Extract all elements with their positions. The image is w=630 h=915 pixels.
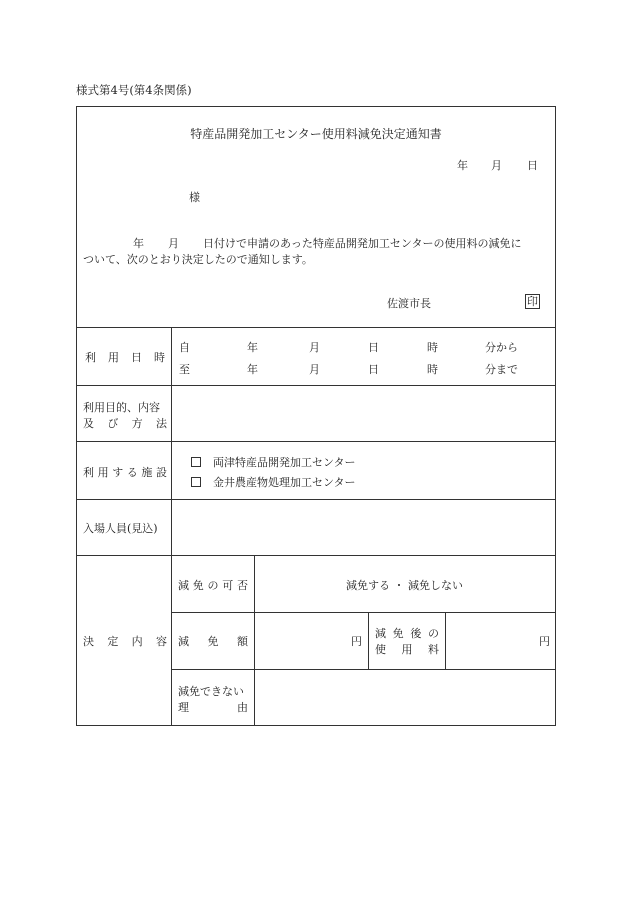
approval-options[interactable]: 減免する ・ 減免しない: [346, 579, 463, 592]
label-char: 法: [155, 417, 167, 430]
label-char: 減: [375, 627, 386, 640]
column-divider: [445, 612, 446, 669]
label-char: 方: [131, 417, 143, 430]
label-char: 後: [410, 627, 422, 640]
body-year: 年: [133, 237, 144, 250]
label-char: 決: [83, 635, 94, 648]
label-char: 理: [178, 701, 189, 714]
label-char: 可: [222, 579, 234, 592]
from-year: 年: [247, 341, 258, 354]
from-hour: 時: [427, 341, 438, 354]
addressee-suffix: 様: [189, 191, 200, 204]
column-divider: [171, 327, 172, 725]
to-month: 月: [309, 363, 320, 376]
seal-mark: 印: [527, 295, 538, 308]
body-text-line2: ついて、次のとおり決定したので通知します。: [83, 253, 313, 266]
label-char: る: [126, 466, 138, 479]
usage-datetime-label: [85, 349, 165, 365]
divider: [77, 499, 555, 500]
label-char: 由: [237, 701, 248, 714]
body-text-line1: 日付けで申請のあった特産品開発加工センターの使用料の減免に: [203, 237, 522, 250]
label-char: 用: [108, 351, 119, 364]
to-hour: 時: [427, 363, 438, 376]
column-divider: [368, 612, 369, 669]
label-char: 利: [83, 466, 94, 479]
attendees-field[interactable]: [177, 503, 547, 551]
label-char: 減: [178, 579, 189, 592]
purpose-field[interactable]: [177, 389, 547, 437]
after-fee-label-line2: [375, 641, 439, 657]
issuer-name: 佐渡市長: [387, 297, 431, 310]
to-day: 日: [368, 363, 379, 376]
date-month: 月: [491, 159, 502, 172]
notice-form: [76, 106, 556, 726]
approval-label: [178, 577, 248, 593]
attendees-label: 入場人員(見込): [83, 522, 158, 535]
divider: [77, 385, 555, 386]
decision-label: [83, 633, 167, 649]
label-char: 免: [392, 627, 404, 640]
label-char: 時: [154, 351, 165, 364]
label-char: 日: [131, 351, 142, 364]
label-char: の: [207, 579, 219, 592]
divider: [77, 555, 555, 556]
date-year: 年: [457, 159, 468, 172]
label-char: 利: [85, 351, 96, 364]
to-year: 年: [247, 363, 258, 376]
label-char: 容: [155, 635, 167, 648]
after-fee-unit: 円: [539, 635, 550, 648]
label-char: 料: [428, 643, 439, 656]
body-month: 月: [168, 237, 179, 250]
purpose-label-line2: [83, 415, 167, 431]
label-char: す: [112, 466, 124, 479]
amount-unit: 円: [351, 635, 362, 648]
label-char: 免: [207, 635, 219, 648]
label-char: 設: [155, 466, 167, 479]
from-month: 月: [309, 341, 320, 354]
facility-checkbox-1[interactable]: [191, 457, 201, 467]
reason-label-line2: [178, 699, 248, 715]
reason-label-line1: 減免できない: [178, 685, 244, 698]
label-char: 使: [375, 643, 386, 656]
facility-label: [83, 464, 167, 480]
label-char: 否: [237, 579, 248, 592]
divider: [171, 612, 555, 613]
from-minute: 分から: [485, 341, 518, 354]
facility-option-2: 金井農産物処理加工センター: [213, 476, 356, 489]
label-char: 免: [192, 579, 204, 592]
from-day: 日: [368, 341, 379, 354]
after-fee-label-line1: [375, 625, 439, 641]
label-char: 定: [107, 635, 119, 648]
to-prefix: 至: [179, 363, 190, 376]
from-prefix: 自: [179, 341, 190, 354]
label-char: の: [427, 627, 439, 640]
facility-checkbox-2[interactable]: [191, 477, 201, 487]
form-number: 様式第4号(第4条関係): [76, 83, 192, 97]
facility-option-1: 両津特産品開発加工センター: [213, 456, 356, 469]
label-char: 額: [237, 635, 248, 648]
date-day: 日: [527, 159, 538, 172]
label-char: 内: [131, 635, 143, 648]
divider: [171, 669, 555, 670]
divider: [77, 441, 555, 442]
label-char: 用: [401, 643, 413, 656]
divider: [77, 327, 555, 328]
label-char: 施: [141, 466, 153, 479]
label-char: 減: [178, 635, 189, 648]
label-char: 用: [97, 466, 109, 479]
to-minute: 分まで: [485, 363, 518, 376]
label-char: び: [107, 417, 119, 430]
label-char: 及: [83, 417, 94, 430]
purpose-label-line1: 利用目的、内容: [83, 401, 160, 414]
reason-field[interactable]: [259, 673, 549, 721]
amount-label: [178, 633, 248, 649]
document-title: 特産品開発加工センター使用料減免決定通知書: [190, 127, 442, 141]
